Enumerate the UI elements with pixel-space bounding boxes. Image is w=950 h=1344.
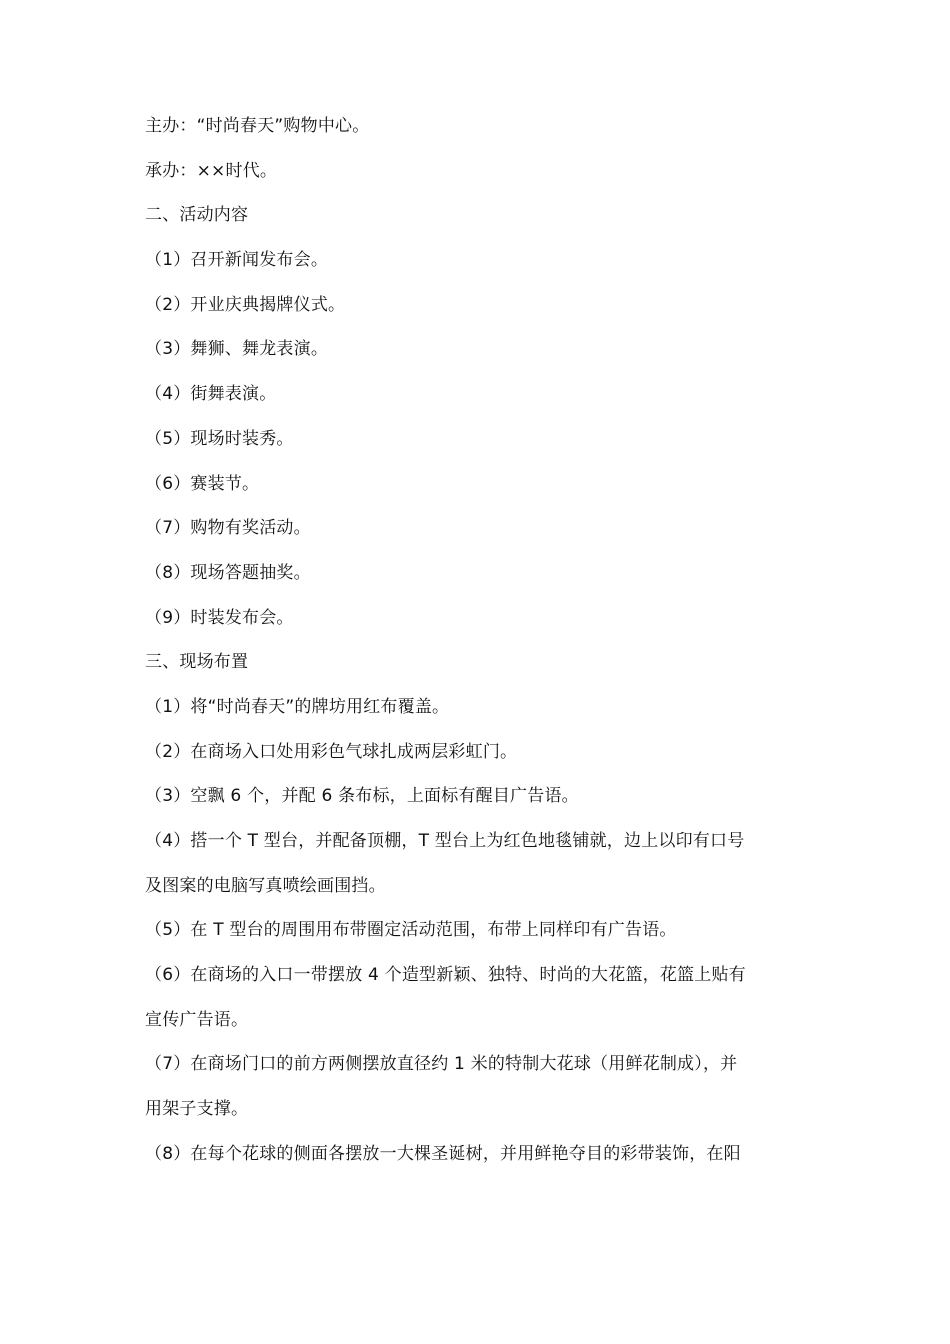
organizer-line: 主办：“时尚春天”购物中心。: [145, 116, 370, 136]
layout-item: （6）在商场的入口一带摆放 4 个造型新颖、独特、时尚的大花篮，花篮上贴有: [145, 965, 746, 986]
layout-item: （2）在商场入口处用彩色气球扎成两层彩虹门。: [145, 741, 518, 762]
layout-item: （4）搭一个 T 型台，并配备顶棚，T 型台上为红色地毯铺就，边上以印有口号: [145, 831, 745, 851]
section-heading-layout: 三、现场布置: [145, 652, 249, 673]
activity-item: （4）街舞表演。: [145, 384, 277, 405]
co-organizer-line: 承办：××时代。: [145, 160, 278, 181]
activity-item: （2）开业庆典揭牌仪式。: [145, 294, 346, 315]
layout-item: （5）在 T 型台的周围用布带圈定活动范围，布带上同样印有广告语。: [145, 920, 677, 941]
layout-item-continuation: 宣传广告语。: [145, 1009, 249, 1030]
activity-item: （3）舞狮、舞龙表演。: [145, 339, 329, 360]
activity-item: （1）召开新闻发布会。: [145, 250, 329, 271]
activity-item: （5）现场时装秀。: [145, 428, 294, 449]
layout-item: （8）在每个花球的侧面各摆放一大棵圣诞树，并用鲜艳夺目的彩带装饰，在阳: [145, 1143, 741, 1164]
activity-item: （7）购物有奖活动。: [145, 518, 311, 539]
section-heading-activities: 二、活动内容: [145, 205, 249, 226]
document-body: [145, 115, 815, 1188]
layout-item-continuation: 及图案的电脑写真喷绘画围挡。: [145, 875, 386, 896]
activity-item: （8）现场答题抽奖。: [145, 562, 311, 583]
layout-item: （7）在商场门口的前方两侧摆放直径约 1 米的特制大花球（用鲜花制成），并: [145, 1054, 738, 1075]
layout-item: （3）空飘 6 个，并配 6 条布标，上面标有醒目广告语。: [145, 786, 579, 807]
activity-item: （9）时装发布会。: [145, 607, 294, 628]
layout-item: （1）将“时尚春天”的牌坊用红布覆盖。: [145, 696, 450, 717]
activity-item: （6）赛装节。: [145, 473, 260, 494]
layout-item-continuation: 用架子支撑。: [145, 1099, 249, 1120]
